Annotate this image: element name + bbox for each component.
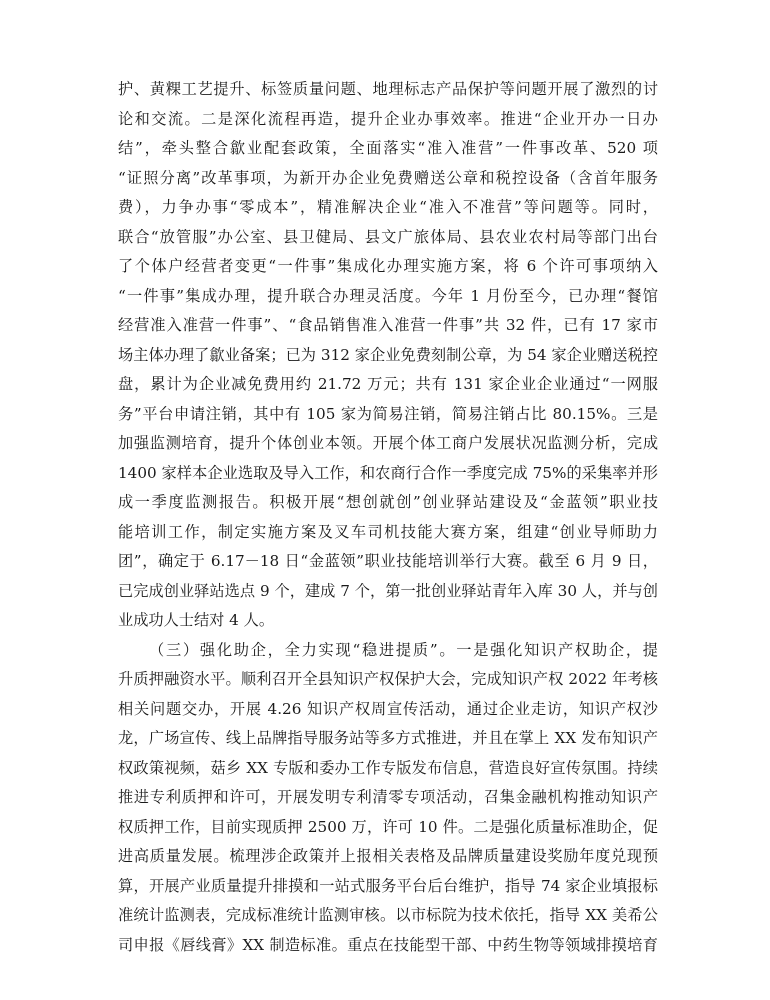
text-line: 推进专利质押和许可，开展发明专利清零专项活动，召集金融机构推动知识产 (118, 788, 658, 806)
text-line: 相关问题交办，开展 4.26 知识产权周宣传活动，通过企业走访，知识产权沙 (118, 699, 658, 718)
text-line: 已完成创业驿站选点 9 个，建成 7 个，第一批创业驿站青年入库 30 人，并与创 (118, 581, 658, 600)
text-line: 司申报《唇线膏》XX 制造标准。重点在技能型干部、中药生物等领域排摸培育 (118, 935, 658, 954)
text-line: 经营准入准营一件事”、“食品销售准入准营一件事”共 32 件，已有 17 家市 (118, 316, 658, 334)
text-line: 升质押融资水平。顺利召开全县知识产权保护大会，完成知识产权 2022 年考核 (118, 670, 658, 688)
text-line: （三）强化助企，全力实现“稳进提质”。一是强化知识产权助企，提 (149, 640, 658, 659)
text-line: 龙，广场宣传、线上品牌指导服务站等多方式推进，并且在掌上 XX 发布知识产 (118, 729, 658, 747)
text-line: 场主体办理了歙业备案；已为 312 家企业免费刻制公章，为 54 家企业赠送税控 (118, 345, 658, 364)
text-line: “一件事”集成办理，提升联合办理灵活度。今年 1 月份至今，已办理“餐馆 (118, 286, 658, 305)
text-line: 成一季度监测报告。积极开展“想创就创”创业驿站建设及“金蓝领”职业技 (118, 493, 658, 511)
text-line: 费），力争办事“零成本”，精准解决企业“准入不准营”等问题等。同时， (118, 198, 658, 216)
document-body-text (118, 75, 658, 960)
text-line: 准统计监测表，完成标准统计监测审核。以市标院为技术依托，指导 XX 美希公 (118, 906, 658, 924)
text-line: 进高质量发展。梳理涉企政策并上报相关表格及品牌质量建设奖励年度兑现预 (118, 847, 658, 865)
text-line: 1400 家样本企业选取及导入工作，和农商行合作一季度完成 75%的采集率并形 (118, 463, 658, 482)
text-line: 了个体户经营者变更“一件事”集成化办理实施方案，将 6 个许可事项纳入 (118, 257, 658, 275)
text-line: 务”平台申请注销，其中有 105 家为简易注销，简易注销占比 80.15%。三是 (118, 404, 658, 423)
text-line: 业成功人士结对 4 人。 (118, 611, 275, 629)
text-line: 护、黄粿工艺提升、标签质量问题、地理标志产品保护等问题开展了激烈的讨 (118, 80, 658, 98)
text-line: 权质押工作，目前实现质押 2500 万，许可 10 件。二是强化质量标准助企，促 (118, 817, 658, 836)
text-line: 能培训工作，制定实施方案及叉车司机技能大赛方案，组建“创业导师助力 (118, 522, 658, 541)
text-line: “证照分离”改革事项，为新开办企业免费赠送公章和税控设备（含首年服务 (118, 168, 658, 187)
text-line: 联合“放管服”办公室、县卫健局、县文广旅体局、县农业农村局等部门出台 (118, 227, 658, 246)
text-line: 结”，牵头整合歙业配套政策，全面落实“准入准营”一件事改革、520 项 (118, 139, 658, 157)
text-line: 权政策视频，菇乡 XX 专版和委办工作专版发布信息，营造良好宣传氛围。持续 (118, 758, 658, 777)
text-line: 加强监测培育，提升个体创业本领。开展个体工商户发展状况监测分析，完成 (118, 434, 658, 452)
text-line: 论和交流。二是深化流程再造，提升企业办事效率。推进“企业开办一日办 (118, 109, 658, 128)
text-line: 盘，累计为企业减免费用约 21.72 万元；共有 131 家企业企业通过“一网服 (118, 375, 658, 393)
text-line: 团”，确定于 6.17－18 日“金蓝领”职业技能培训举行大赛。截至 6 月 9 日， (118, 552, 658, 570)
text-line: 算，开展产业质量提升排摸和一站式服务平台后台维护，指导 74 家企业填报标 (118, 876, 658, 895)
